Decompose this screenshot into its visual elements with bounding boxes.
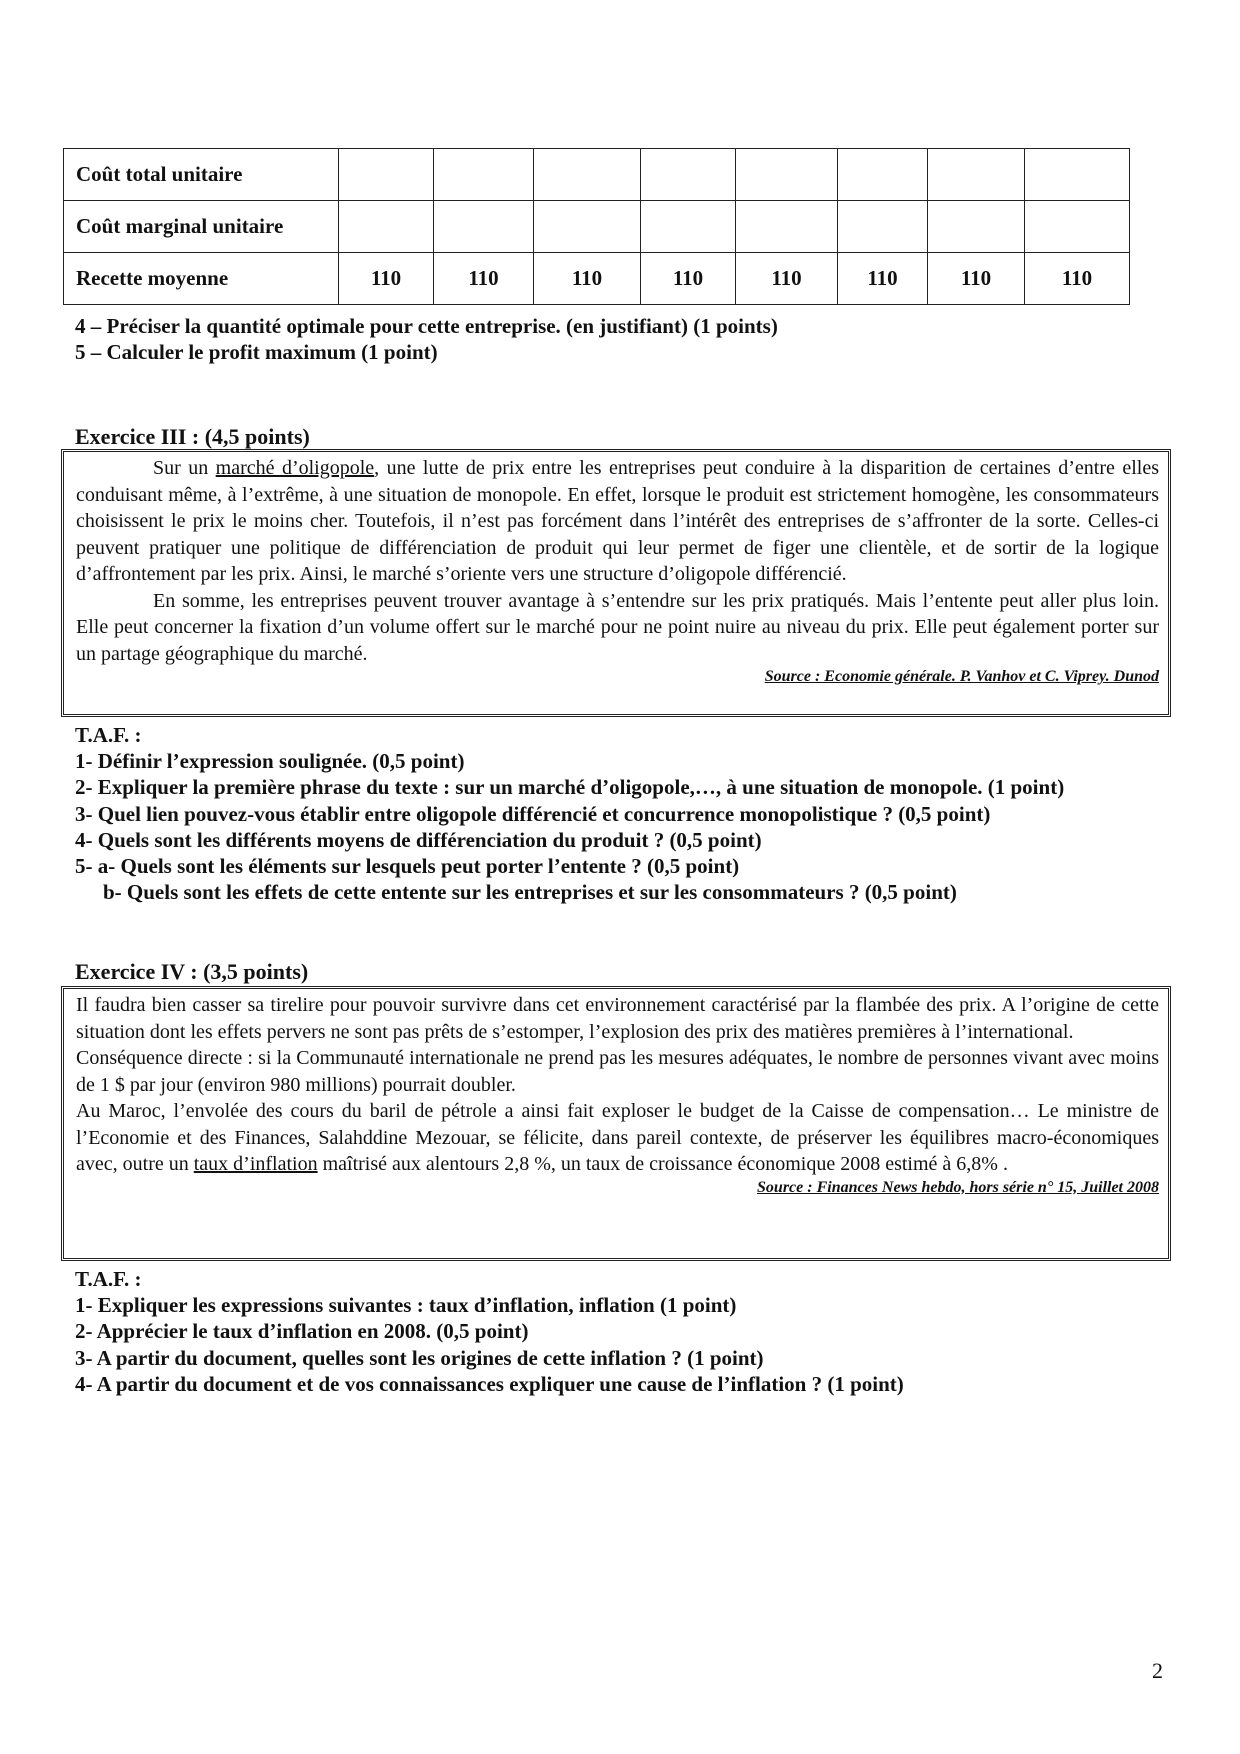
table-cell: 110 [641, 253, 736, 305]
table-cell [534, 149, 641, 201]
question: b- Quels sont les effets de cette entente sur les entreprises et sur les consommateurs ? (0,5 point) [103, 880, 957, 905]
table-cell: 110 [1025, 253, 1130, 305]
paragraph: Au Maroc, l’envolée des cours du baril de pétrole a ainsi fait exploser le budget de la Caisse de compensation… Le ministre de l’Economie et des Finances, Salahddine Mezouar, se félicite, dans pareil contexte, de préserver les équilibres macro-économiques avec, outre un taux d’inflation maîtrisé aux alentours 2,8 %, un taux de croissance économique 2008 estimé à 6,8% . [76, 1100, 1159, 1175]
table-cell [736, 201, 838, 253]
question: 5- a- Quels sont les éléments sur lesquels peut porter l’entente ? (0,5 point) [75, 854, 740, 879]
table-cell [339, 149, 434, 201]
table-cell [641, 201, 736, 253]
row-label: Coût marginal unitaire [64, 201, 339, 253]
table-cell [928, 201, 1025, 253]
question: 3- Quel lien pouvez-vous établir entre oligopole différencié et concurrence monopolistique ? (0,5 point) [75, 801, 991, 826]
table-cell [339, 201, 434, 253]
table-row [64, 253, 1130, 305]
table-cell [534, 201, 641, 253]
page-number: 2 [1152, 1658, 1163, 1683]
table-cell: 110 [928, 253, 1025, 305]
table-cell [928, 149, 1025, 201]
question-4: 4 – Préciser la quantité optimale pour cette entreprise. (en justifiant) (1 points) [75, 314, 778, 338]
exercise-4-questions [75, 1266, 904, 1397]
table-cell [736, 149, 838, 201]
table-cell [434, 201, 534, 253]
source: Source : Finances News hebdo, hors série n° 15, Juillet 2008 [757, 1178, 1159, 1196]
paragraph: Il faudra bien casser sa tirelire pour pouvoir survivre dans cet environnement caractérisé par la flambée des prix. A l’origine de cette situation dont les effets pervers ne sont pas prêts de s’estomper, l’explosion des prix des matières premières à l’international. [76, 994, 1159, 1043]
paragraph: En somme, les entreprises peuvent trouver avantage à s’entendre sur les prix pratiqués. Mais l’entente peut aller plus loin. Elle peut concerner la fixation d’un volume offert sur le marché pour ne point nuire au niveau du prix. Elle peut également porter sur un partage géographique du marché. [76, 589, 1159, 665]
table-cell: 110 [534, 253, 641, 305]
table-cell [838, 201, 928, 253]
question: 3- A partir du document, quelles sont les origines de cette inflation ? (1 point) [75, 1345, 764, 1370]
question-5: 5 – Calculer le profit maximum (1 point) [75, 340, 438, 364]
question: 2- Expliquer la première phrase du texte : sur un marché d’oligopole,…, à une situation de monopole. (1 point) [75, 775, 1065, 800]
table-cell: 110 [736, 253, 838, 305]
underlined-expression: marché d’oligopole [215, 457, 375, 479]
exercise-3-title: Exercice III : (4,5 points) [75, 424, 310, 449]
exercise-3-text [61, 449, 1171, 717]
table-cell [641, 149, 736, 201]
question: 4- Quels sont les différents moyens de différenciation du produit ? (0,5 point) [75, 827, 762, 852]
row-label: Coût total unitaire [64, 149, 339, 201]
question: 1- Expliquer les expressions suivantes : taux d’inflation, inflation (1 point) [75, 1293, 737, 1318]
table-cell [434, 149, 534, 201]
table-cell: 110 [838, 253, 928, 305]
row-label: Recette moyenne [64, 253, 339, 305]
table-row [64, 149, 1130, 201]
table-cell [1025, 201, 1130, 253]
source: Source : Economie générale. P. Vanhov et C. Viprey. Dunod [764, 668, 1159, 685]
table-cell [1025, 149, 1130, 201]
exercise-4-title: Exercice IV : (3,5 points) [75, 959, 309, 984]
table-cell: 110 [434, 253, 534, 305]
exercise-4-text [61, 986, 1171, 1261]
table-cell: 110 [339, 253, 434, 305]
underlined-expression: taux d’inflation [193, 1153, 318, 1175]
exercise-3-questions [75, 722, 1064, 905]
table-cell [838, 149, 928, 201]
question: 1- Définir l’expression soulignée. (0,5 point) [75, 749, 465, 774]
question: 4- A partir du document et de vos connaissances expliquer une cause de l’inflation ? (1 point) [75, 1371, 904, 1396]
taf-title: T.A.F. : [75, 1267, 142, 1291]
cost-table [63, 148, 1130, 305]
paragraph: Conséquence directe : si la Communauté internationale ne prend pas les mesures adéquates, le nombre de personnes vivant avec moins de 1 $ par jour (environ 980 millions) pourrait doubler. [76, 1047, 1159, 1096]
paragraph: Sur un marché d’oligopole, une lutte de prix entre les entreprises peut conduire à la disparition de certaines d’entre elles conduisant même, à l’extrême, à une situation de monopole. En effet, lorsque le produit est strictement homogène, les consommateurs choisissent le prix le moins cher. Toutefois, il n’est pas forcément dans l’intérêt des entreprises de s’affronter de la sorte. Celles-ci peuvent pratiquer une politique de différenciation de produit qui leur permet de figer une clientèle, et de sortir de la logique d’affrontement par les prix. Ainsi, le marché s’oriente vers une structure d’oligopole différencié. [76, 457, 1159, 585]
taf-title: T.A.F. : [75, 723, 142, 747]
question: 2- Apprécier le taux d’inflation en 2008. (0,5 point) [75, 1319, 529, 1344]
table-row [64, 201, 1130, 253]
